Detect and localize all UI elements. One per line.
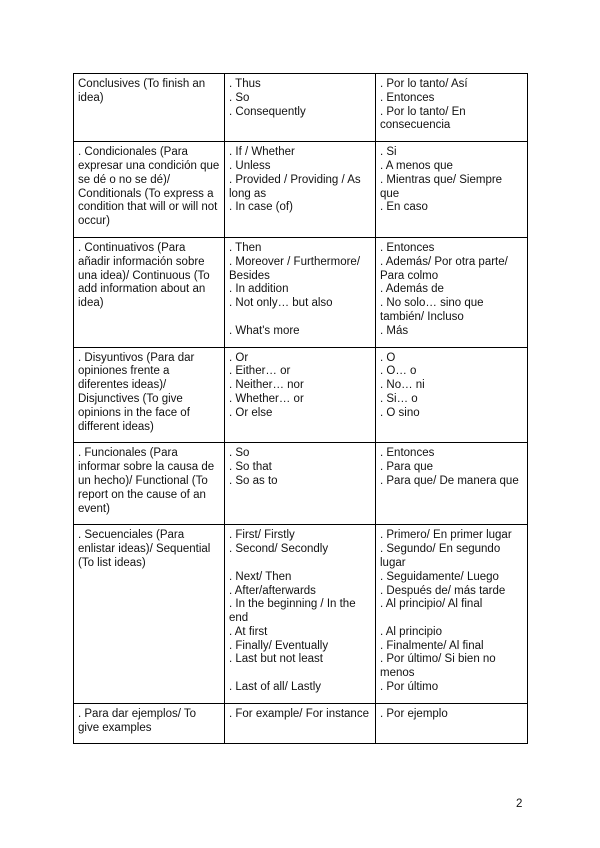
spanish-connector: . Por último (380, 681, 439, 694)
spanish-connector: . Después de/ más tarde (380, 584, 506, 597)
spanish-connectors-cell (376, 74, 528, 142)
table-row (74, 443, 528, 525)
spanish-connector: . Para que (380, 461, 434, 474)
spanish-connector: . Entonces (380, 91, 435, 104)
english-connector (229, 557, 371, 571)
english-connectors-cell (225, 74, 376, 142)
spanish-connector: . Segundo/ En segundo lugar (380, 543, 501, 569)
table-row (74, 347, 528, 443)
english-connector: . First/ Firstly (229, 529, 295, 542)
english-connectors-cell (225, 347, 376, 443)
spanish-connector: . Además de (380, 283, 444, 296)
english-connector: . Unless (229, 159, 271, 172)
english-connector: . Next/ Then (229, 570, 292, 583)
table-row (74, 525, 528, 704)
spanish-connector: . O… o (380, 365, 417, 378)
english-connector (229, 667, 371, 681)
english-connectors-cell (225, 443, 376, 525)
spanish-connectors-cell (376, 703, 528, 744)
table-row (74, 703, 528, 744)
spanish-connector: . Seguidamente/ Luego (380, 570, 499, 583)
category-cell: . Continuativos (Para añadir información sobre una idea)/ Continuous (To add information about an idea) (74, 237, 225, 347)
table-row (74, 74, 528, 142)
english-connector: . Or else (229, 406, 273, 419)
spanish-connector: . O sino (380, 406, 420, 419)
english-connectors-cell (225, 703, 376, 744)
spanish-connector: . No… ni (380, 379, 425, 392)
english-connector: . Last but not least (229, 653, 323, 666)
spanish-connectors-cell (376, 142, 528, 238)
spanish-connector: . A menos que (380, 159, 453, 172)
english-connector: . Second/ Secondly (229, 543, 329, 556)
spanish-connector: . Al principio (380, 625, 443, 638)
table-body (74, 74, 528, 744)
english-connector: . Provided / Providing / As long as (229, 173, 361, 200)
english-connectors-cell (225, 525, 376, 704)
english-connector: . At first (229, 625, 268, 638)
spanish-connector: . Por último/ Si bien no menos (380, 653, 496, 680)
english-connector: . Finally/ Eventually (229, 639, 329, 652)
english-connector: . In case (of) (229, 201, 293, 214)
spanish-connector (380, 612, 523, 626)
english-connector: . Either… or (229, 365, 291, 378)
spanish-connector: . Por lo tanto/ En consecuencia (380, 105, 466, 132)
spanish-connectors-cell (376, 237, 528, 347)
english-connector: . So (229, 91, 250, 104)
english-connector: . Last of all/ Lastly (229, 681, 322, 694)
spanish-connectors-cell (376, 525, 528, 704)
spanish-connector: . Mientras que/ Siempre que (380, 173, 503, 200)
spanish-connector: . Finalmente/ Al final (380, 639, 484, 652)
spanish-connectors-cell (376, 443, 528, 525)
english-connector: . For example/ For instance (229, 707, 369, 720)
category-cell: . Para dar ejemplos/ To give examples (74, 703, 225, 744)
english-connector: . After/afterwards (229, 584, 316, 597)
category-cell: . Secuenciales (Para enlistar ideas)/ Sequential (To list ideas) (74, 525, 225, 704)
category-cell: . Condicionales (Para expresar una condición que se dé o no se dé)/ Conditionals (To express a condition that will or will not occur) (74, 142, 225, 238)
english-connectors-cell (225, 142, 376, 238)
english-connector: . Moreover / Furthermore/ Besides (229, 255, 361, 282)
english-connector: . If / Whether (229, 146, 295, 159)
spanish-connector: . Además/ Por otra parte/ Para colmo (380, 255, 508, 282)
spanish-connector: . Por lo tanto/ Así (380, 78, 468, 90)
spanish-connector: . En caso (380, 201, 428, 214)
table-row (74, 237, 528, 347)
spanish-connector: . Si (380, 146, 397, 159)
english-connector: . So as to (229, 474, 278, 487)
spanish-connector: . Si… o (380, 392, 418, 405)
page-number: 2 (516, 798, 523, 810)
english-connector: . Whether… or (229, 392, 304, 405)
english-connector: . So that (229, 461, 272, 474)
category-cell: . Disyuntivos (Para dar opiniones frente a diferentes ideas)/ Disjunctives (To give opinions in the face of different ideas) (74, 347, 225, 443)
english-connector (229, 311, 371, 325)
spanish-connector: . Más (380, 324, 409, 337)
table-row (74, 142, 528, 238)
english-connector: . Consequently (229, 105, 306, 118)
english-connector: . So (229, 447, 250, 460)
english-connector: . Or (229, 351, 249, 364)
spanish-connector: . Al principio/ Al final (380, 598, 483, 611)
spanish-connector: . Por ejemplo (380, 707, 448, 720)
category-cell: Conclusives (To finish an idea) (74, 74, 225, 142)
spanish-connector: . O (380, 351, 396, 364)
english-connector: . Then (229, 241, 262, 254)
spanish-connector: . Primero/ En primer lugar (380, 529, 512, 542)
spanish-connector: . No solo… sino que también/ Incluso (380, 297, 484, 323)
spanish-connector: . Entonces (380, 447, 435, 460)
english-connector: . Neither… nor (229, 379, 304, 392)
spanish-connectors-cell (376, 347, 528, 443)
english-connector: . In the beginning / In the end (229, 598, 356, 625)
english-connector: . In addition (229, 283, 289, 296)
spanish-connector: . Entonces (380, 241, 435, 254)
english-connector: . Not only… but also (229, 297, 333, 310)
english-connectors-cell (225, 237, 376, 347)
english-connector: . Thus (229, 78, 261, 90)
english-connector: . What's more (229, 324, 300, 337)
spanish-connector: . Para que/ De manera que (380, 474, 519, 487)
category-cell: . Funcionales (Para informar sobre la causa de un hecho)/ Functional (To report on the cause of an event) (74, 443, 225, 525)
connectors-table (73, 73, 528, 744)
